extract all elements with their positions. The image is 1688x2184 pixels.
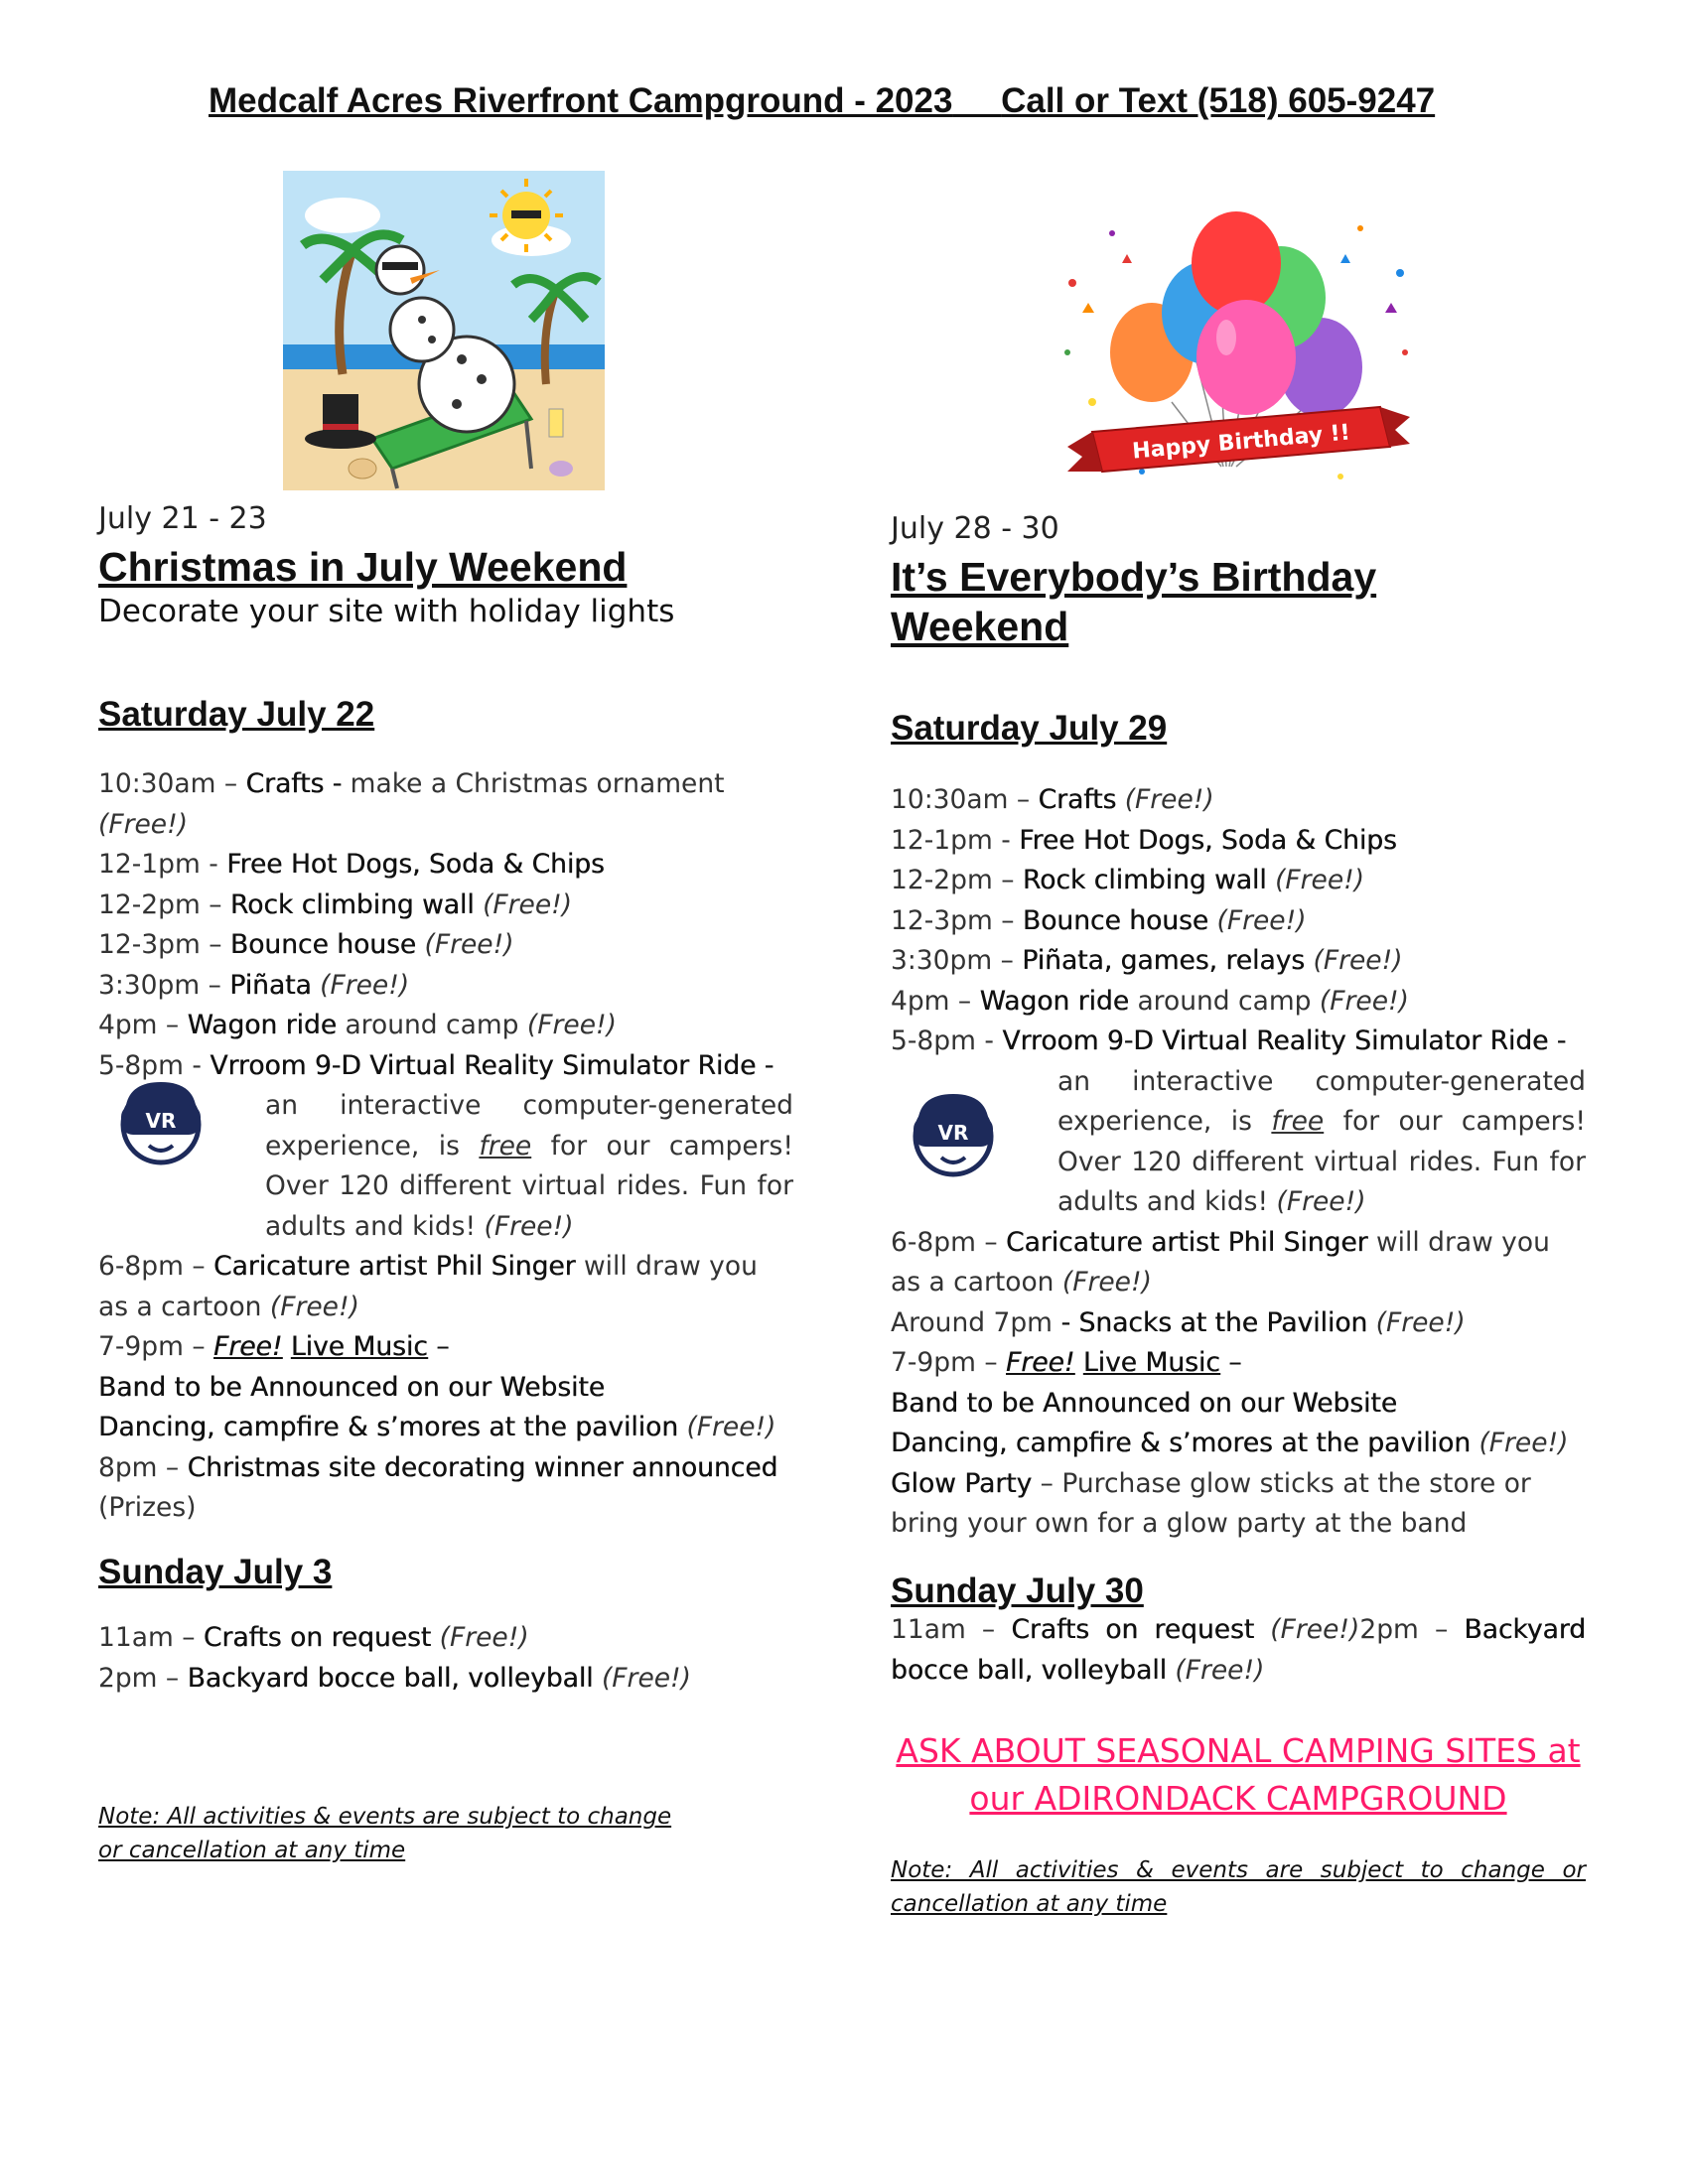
list-item: 3:30pm – Piñata, games, relays (Free!) [891, 945, 1403, 976]
list-item: 5-8pm - Vrroom 9-D Virtual Reality Simulator Ride - [891, 1025, 1567, 1056]
promo-line-2[interactable]: our ADIRONDACK CAMPGROUND [969, 1779, 1507, 1818]
birthday-balloons-illustration [1053, 204, 1420, 501]
list-item: 11am – Crafts on request (Free!) [98, 1622, 529, 1653]
list-item: 4pm – Wagon ride around camp (Free!) [891, 985, 1409, 1017]
svg-text:VR: VR [145, 1109, 177, 1133]
list-item: 7-9pm – Free! Live Music – [98, 1331, 450, 1362]
list-item: 11am – Crafts on request (Free!)2pm – Backyard bocce ball, volleyball (Free!) [891, 1614, 1586, 1686]
list-item: 5-8pm - Vrroom 9-D Virtual Reality Simulator Ride - [98, 1049, 774, 1081]
right-title-line2: Weekend [891, 604, 1069, 649]
list-item: Glow Party – Purchase glow sticks at the store or bring your own for a glow party at the band [891, 1467, 1531, 1539]
vr-headset-icon [111, 1070, 211, 1169]
left-sunday-heading: Sunday July 3 [98, 1553, 333, 1591]
right-sunday-schedule [891, 1610, 1586, 1691]
right-dates: July 28 - 30 [891, 511, 1059, 546]
campground-name: Medcalf Acres Riverfront Campground - 2023 [209, 81, 953, 120]
list-item: 2pm – Backyard bocce ball, volleyball (Free!) [98, 1662, 692, 1694]
left-column [98, 501, 793, 629]
seasonal-camping-promo[interactable] [891, 1727, 1586, 1823]
list-item: Dancing, campfire & s’mores at the pavilion (Free!) [891, 1428, 1569, 1458]
list-item: Band to be Announced on our Website [98, 1371, 606, 1403]
contact-phone: Call or Text (518) 605-9247 [1001, 81, 1436, 120]
right-note: Note: All activities & events are subject to change or cancellation at any time [891, 1857, 1586, 1917]
list-item: 12-1pm - Free Hot Dogs, Soda & Chips [98, 849, 605, 880]
list-item: 8pm – Christmas site decorating winner announced (Prizes) [98, 1451, 778, 1523]
page-header [209, 81, 1569, 121]
list-item: 12-1pm - Free Hot Dogs, Soda & Chips [891, 824, 1397, 856]
left-note: Note: All activities & events are subject to change or cancellation at any time [98, 1804, 672, 1863]
vr-description: an interactive computer-generated experience, is free for our campers! Over 120 different virtual rides. Fun for adults and kids! (Free!) [265, 1090, 793, 1242]
list-item: 10:30am – Crafts - make a Christmas ornament (Free!) [98, 768, 725, 840]
list-item: 12-2pm – Rock climbing wall (Free!) [98, 888, 573, 920]
list-item: 7-9pm – Free! Live Music – [891, 1347, 1242, 1378]
list-item: 12-3pm – Bounce house (Free!) [98, 929, 514, 960]
list-item: 12-2pm – Rock climbing wall (Free!) [891, 865, 1365, 895]
list-item: 10:30am – Crafts (Free!) [891, 784, 1214, 815]
list-item: 12-3pm – Bounce house (Free!) [891, 904, 1307, 936]
birthday-banner-text: Happy Birthday !! [1131, 420, 1351, 465]
right-saturday-heading: Saturday July 29 [891, 709, 1168, 748]
left-saturday-heading: Saturday July 22 [98, 695, 375, 734]
left-title: Christmas in July Weekend [98, 544, 628, 590]
snowman-beach-illustration [283, 171, 605, 490]
right-column [891, 511, 1586, 651]
right-title-line1: It’s Everybody’s Birthday [891, 554, 1377, 600]
left-sunday-schedule [98, 1618, 793, 1699]
left-dates: July 21 - 23 [98, 501, 267, 536]
list-item: Around 7pm - Snacks at the Pavilion (Free!) [891, 1306, 1466, 1338]
vr-description: an interactive computer-generated experience, is free for our campers! Over 120 different virtual rides. Fun for adults and kids! (Free!) [1057, 1065, 1586, 1217]
list-item: 6-8pm – Caricature artist Phil Singer will draw you as a cartoon (Free!) [98, 1251, 758, 1322]
vr-headset-icon [904, 1082, 1003, 1181]
promo-line-1[interactable]: ASK ABOUT SEASONAL CAMPING SITES at [896, 1731, 1581, 1770]
list-item: 4pm – Wagon ride around camp (Free!) [98, 1010, 617, 1040]
right-sunday-heading: Sunday July 30 [891, 1571, 1144, 1610]
list-item: 6-8pm – Caricature artist Phil Singer will draw you as a cartoon (Free!) [891, 1226, 1550, 1297]
svg-text:VR: VR [937, 1121, 969, 1145]
list-item: 3:30pm – Piñata (Free!) [98, 969, 410, 1001]
left-subtitle: Decorate your site with holiday lights [98, 594, 675, 629]
list-item: Dancing, campfire & s’mores at the pavilion (Free!) [98, 1412, 776, 1442]
list-item: Band to be Announced on our Website [891, 1387, 1398, 1419]
